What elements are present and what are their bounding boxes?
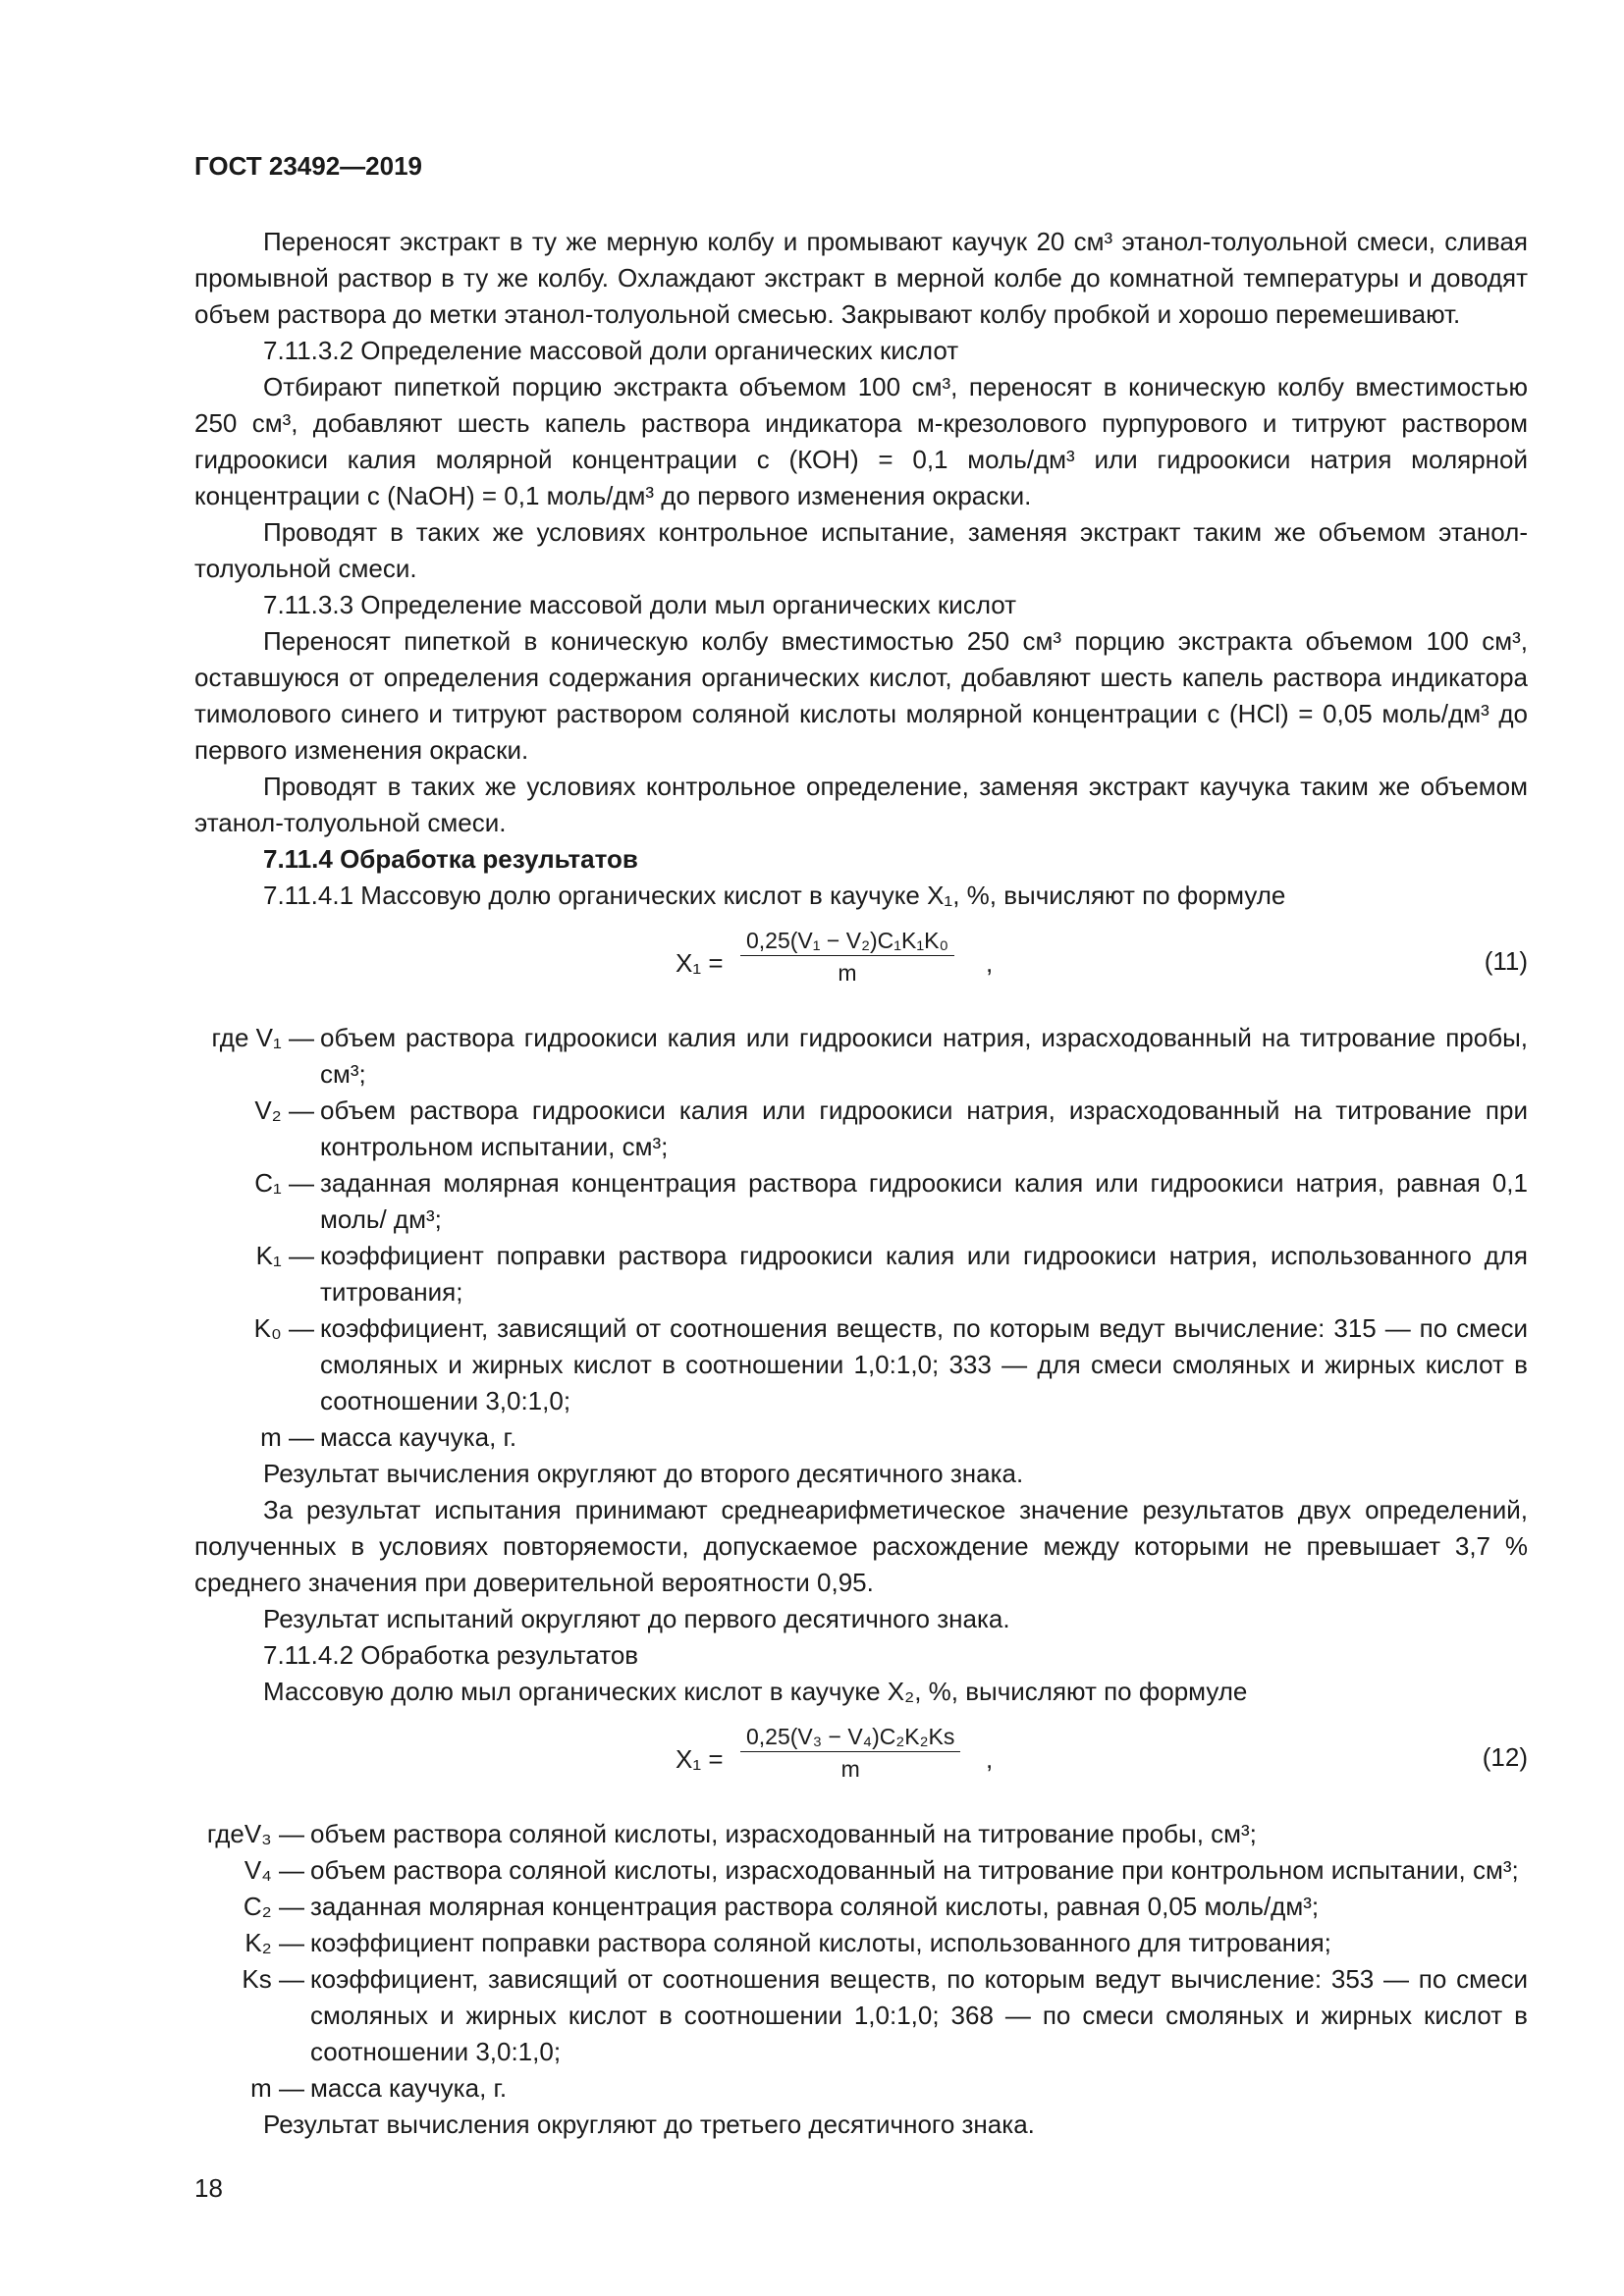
formula-comma: ,	[986, 1744, 994, 1774]
subsection-heading: 7.11.3.2 Определение массовой доли органических кислот	[263, 336, 959, 365]
equation-number: (12)	[1482, 1742, 1528, 1772]
definition-symbol: V₂ —	[254, 1095, 314, 1125]
definitions-list	[194, 1020, 1528, 1456]
definition-item	[194, 1310, 1528, 1419]
page-number: 18	[194, 2173, 223, 2203]
formula-fraction	[740, 926, 954, 988]
formula-numerator: 0,25(V₃ − V₄)C₂K₂Ks	[740, 1722, 960, 1752]
formula-denominator: m	[838, 960, 857, 986]
definition-item	[194, 1961, 1528, 2070]
definition-symbol: C₂ —	[243, 1892, 304, 1921]
formula-11	[194, 920, 1528, 1010]
paragraph: Отбирают пипеткой порцию экстракта объемом 100 см³, переносят в коническую колбу вместимостью 250 см³, добавляют шесть капель раствора индикатора м-крезолового пурпурового и титруют раствором гидроокиси калия молярной концентрации с (КОН) = 0,1 моль/дм³ или гидроокиси натрия молярной концентрации с (NaOH) = 0,1 моль/дм³ до первого изменения окраски.	[194, 372, 1528, 510]
definition-item	[194, 1165, 1528, 1238]
page-body	[194, 224, 1528, 2143]
definition-text: масса каучука, г.	[320, 1422, 517, 1452]
formula-12	[194, 1716, 1528, 1806]
definition-text: масса каучука, г.	[310, 2073, 508, 2103]
paragraph: Переносят пипеткой в коническую колбу вместимостью 250 см³ порцию экстракта объемом 100 см³, оставшуюся от определения содержания органических кислот, добавляют шесть капель раствора индикатора тимолового синего и титруют раствором соляной кислоты молярной концентрации с (HCl) = 0,05 моль/дм³ до первого изменения окраски.	[194, 626, 1528, 765]
paragraph: За результат испытания принимают среднеарифметическое значение результатов двух определений, полученных в условиях повторяемости, допускаемое расхождение между которыми не превышает 3,7 % среднего значения при доверительной вероятности 0,95.	[194, 1495, 1528, 1597]
definition-text: объем раствора гидроокиси калия или гидроокиси натрия, израсходованный на титрование при контрольном испытании, см³;	[320, 1095, 1528, 1161]
definition-text: объем раствора соляной кислоты, израсходованный на титрование при контрольном испытании, см³;	[310, 1855, 1519, 1885]
equation-number: (11)	[1484, 946, 1528, 976]
definition-item	[194, 1925, 1528, 1961]
definition-symbol: V₄ —	[244, 1855, 304, 1885]
definition-text: коэффициент поправки раствора гидроокиси калия или гидроокиси натрия, использованного для титрования;	[320, 1241, 1528, 1307]
definition-item	[194, 1852, 1528, 1889]
definition-text: заданная молярная концентрация раствора соляной кислоты, равная 0,05 моль/дм³;	[310, 1892, 1320, 1921]
paragraph: Массовую долю мыл органических кислот в каучуке X₂, %, вычисляют по формуле	[263, 1677, 1248, 1706]
subsection-heading: 7.11.4.2 Обработка результатов	[263, 1640, 639, 1670]
definition-item	[194, 1093, 1528, 1165]
definition-item	[194, 1238, 1528, 1310]
definition-text: объем раствора соляной кислоты, израсходованный на титрование пробы, см³;	[310, 1819, 1257, 1848]
definition-item	[194, 1816, 1528, 1852]
document-header: ГОСТ 23492—2019	[194, 151, 422, 181]
definition-item	[194, 1419, 1528, 1456]
definition-text: заданная молярная концентрация раствора гидроокиси калия или гидроокиси натрия, равная 0,1 моль/ дм³;	[320, 1168, 1528, 1234]
formula-fraction	[740, 1722, 960, 1784]
definition-symbol: K₂ —	[244, 1928, 304, 1957]
formula-lhs: X₁ =	[676, 1744, 724, 1774]
paragraph: Результат испытаний округляют до первого десятичного знака.	[263, 1604, 1010, 1633]
paragraph: Переносят экстракт в ту же мерную колбу и промывают каучук 20 см³ этанол-толуольной смеси, сливая промывной раствор в ту же колбу. Охлаждают экстракт в мерной колбе до комнатной температуры и доводят объем раствора до метки этанол-толуольной смесью. Закрывают колбу пробкой и хорошо перемешивают.	[194, 227, 1528, 329]
paragraph: 7.11.4.1 Массовую долю органических кислот в каучуке X₁, %, вычисляют по формуле	[263, 881, 1286, 910]
definition-symbol: гдеV₃ —	[206, 1819, 304, 1848]
formula-numerator: 0,25(V₁ − V₂)C₁K₁K₀	[740, 926, 954, 956]
definition-item	[194, 2070, 1528, 2107]
definition-text: коэффициент, зависящий от соотношения веществ, по которым ведут вычисление: 315 — по смеси смоляных и жирных кислот в соотношении 1,0:1,0; 333 — для смеси смоляных и жирных кислот в соотношении 3,0:1,0;	[320, 1313, 1528, 1415]
paragraph: Проводят в таких же условиях контрольное испытание, заменяя экстракт таким же объемом этанол-толуольной смеси.	[194, 517, 1528, 583]
definition-symbol: K₀ —	[253, 1313, 314, 1343]
subsection-heading: 7.11.3.3 Определение массовой доли мыл органических кислот	[263, 590, 1017, 619]
section-heading: 7.11.4 Обработка результатов	[263, 844, 638, 874]
definition-symbol: K₁ —	[255, 1241, 314, 1270]
formula-denominator: m	[840, 1756, 860, 1782]
paragraph: Проводят в таких же условиях контрольное определение, заменяя экстракт каучука таким же объемом этанол-толуольной смеси.	[194, 772, 1528, 837]
definition-text: объем раствора гидроокиси калия или гидроокиси натрия, израсходованный на титрование пробы, см³;	[320, 1023, 1528, 1089]
definition-text: коэффициент поправки раствора соляной кислоты, использованного для титрования;	[310, 1928, 1331, 1957]
formula-lhs: X₁ =	[676, 948, 724, 978]
definition-symbol: где V₁ —	[211, 1023, 314, 1052]
definition-symbol: C₁ —	[254, 1168, 314, 1198]
paragraph: Результат вычисления округляют до третьего десятичного знака.	[263, 2109, 1035, 2139]
paragraph: Результат вычисления округляют до второго десятичного знака.	[263, 1459, 1024, 1488]
definition-text: коэффициент, зависящий от соотношения веществ, по которым ведут вычисление: 353 — по смеси смоляных и жирных кислот в соотношении 1,0:1,0; 368 — по смеси смоляных и жирных кислот в соотношении 3,0:1,0;	[310, 1964, 1528, 2066]
formula-comma: ,	[986, 948, 994, 978]
definition-symbol: m —	[250, 2073, 304, 2103]
definition-symbol: m —	[260, 1422, 314, 1452]
definition-item	[194, 1889, 1528, 1925]
definition-symbol: Ks —	[242, 1964, 304, 1994]
definition-item	[194, 1020, 1528, 1093]
definitions-list	[194, 1816, 1528, 2107]
